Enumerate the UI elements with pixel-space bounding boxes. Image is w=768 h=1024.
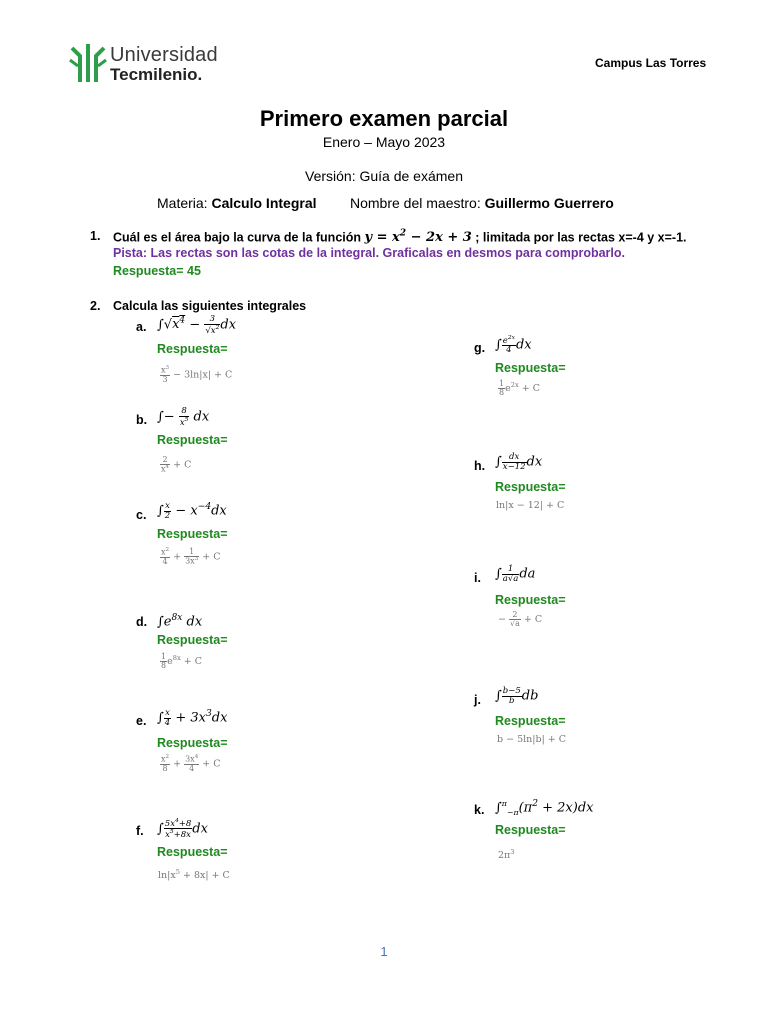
item-c-integral: ∫ $\frac{x}{2}$ − $x^{-4}dx$: [157, 501, 227, 521]
item-k-answer: $2\pi^3$: [498, 848, 515, 862]
q1-function: $y = x^2 - 2x + 3$: [364, 228, 472, 246]
item-i-answer: − $\frac{2}{√a}$ + C: [498, 610, 543, 628]
item-b-letter: b.: [136, 413, 148, 427]
item-b-answer: $\frac{2}{x^4}$ + C: [161, 455, 192, 474]
q2-text: Calcula las siguientes integrales: [113, 299, 307, 313]
q2-number: 2.: [90, 299, 101, 313]
item-d-respuesta: Respuesta=: [157, 633, 228, 647]
item-d-integral: $\int e^{8x}$ dx: [157, 613, 203, 630]
item-b-integral: ∫− $\frac{8}{x^5}$ dx: [157, 406, 210, 428]
tecmilenio-logo-icon: [68, 42, 108, 84]
item-c-letter: c.: [136, 508, 147, 522]
item-k-respuesta: Respuesta=: [495, 823, 566, 837]
item-i-integral: ∫ $\frac{1}{a√a}$ da: [495, 564, 536, 584]
materia-label: Materia:: [157, 195, 208, 211]
item-a-integral: $\int√x^4$ − $\frac{3}{√x^2}$ dx: [157, 314, 237, 336]
item-k-letter: k.: [474, 803, 485, 817]
item-f-integral: ∫ $\frac{5x^4+8}{x^5+8x}$ dx: [157, 817, 208, 841]
item-h-letter: h.: [474, 459, 486, 473]
q1-number: 1.: [90, 229, 101, 243]
maestro-value: Guillermo Guerrero: [484, 195, 614, 211]
q1-text-after: ; limitada por las rectas x=-4 y x=-1.: [475, 230, 687, 245]
campus-label: Campus Las Torres: [595, 56, 707, 70]
maestro-label: Nombre del maestro:: [350, 195, 481, 211]
item-a-answer: $\frac{x^3}{3}$ − 3ln|x| + C: [161, 365, 233, 384]
item-e-integral: ∫ $\frac{x}{4}$ + $3x^3dx$: [157, 708, 228, 728]
item-f-respuesta: Respuesta=: [157, 845, 228, 859]
q1-text: [113, 228, 687, 245]
q1-answer: Respuesta= 45: [113, 264, 201, 278]
item-g-respuesta: Respuesta=: [495, 361, 566, 375]
item-g-answer: $\frac{1}{8}$ $e^{2x} + C$: [499, 379, 540, 397]
page-title: Primero examen parcial: [259, 106, 509, 131]
item-a-letter: a.: [136, 320, 147, 334]
item-j-integral: ∫ $\frac{b-5}{b}$ db: [495, 686, 539, 706]
item-c-answer: $\frac{x^2}{4}$ + $\frac{1}{3x^3}$ + C: [161, 547, 221, 566]
item-g-letter: g.: [474, 341, 486, 355]
item-k-integral: $\int^\pi_{-\pi}(\pi^2 + 2x)dx$: [495, 799, 594, 817]
item-b-respuesta: Respuesta=: [157, 433, 228, 447]
item-f-answer: $\ln|x^5 + 8x| + C$: [158, 868, 230, 882]
maestro-line: [350, 195, 614, 211]
item-j-answer: b − 5ln|b| + C: [497, 734, 567, 745]
materia-line: [157, 195, 317, 211]
item-a-respuesta: Respuesta=: [157, 342, 228, 356]
logo-line1: Universidad: [110, 44, 218, 66]
item-d-answer: $\frac{1}{8}$ $e^{8x} + C$: [161, 652, 202, 670]
item-j-respuesta: Respuesta=: [495, 714, 566, 728]
item-i-letter: i.: [474, 571, 481, 585]
version-label: Versión: Guía de exámen: [305, 168, 463, 184]
item-f-letter: f.: [136, 824, 144, 838]
item-e-answer: $\frac{x^2}{8}$ + $\frac{3x^4}{4}$ + C: [161, 754, 221, 773]
item-i-respuesta: Respuesta=: [495, 593, 566, 607]
page-subtitle: Enero – Mayo 2023: [322, 134, 446, 150]
item-h-respuesta: Respuesta=: [495, 480, 566, 494]
q1-text-before: Cuál es el área bajo la curva de la función: [113, 230, 362, 245]
logo-line2: Tecmilenio.: [110, 65, 203, 84]
item-d-letter: d.: [136, 615, 148, 629]
item-j-letter: j.: [474, 693, 481, 707]
item-g-integral: ∫ $\frac{e^{2x}}{4}$ dx: [495, 334, 532, 356]
item-c-respuesta: Respuesta=: [157, 527, 228, 541]
materia-value: Calculo Integral: [211, 195, 317, 211]
page-number: 1: [380, 944, 388, 959]
item-h-answer: ln|x − 12| + C: [496, 500, 565, 511]
item-e-respuesta: Respuesta=: [157, 736, 228, 750]
q1-hint: Pista: Las rectas son las cotas de la integral. Graficalas en desmos para comprobarlo.: [113, 246, 626, 260]
item-e-letter: e.: [136, 714, 147, 728]
item-h-integral: ∫ $\frac{dx}{x-12}$ dx: [495, 452, 543, 472]
